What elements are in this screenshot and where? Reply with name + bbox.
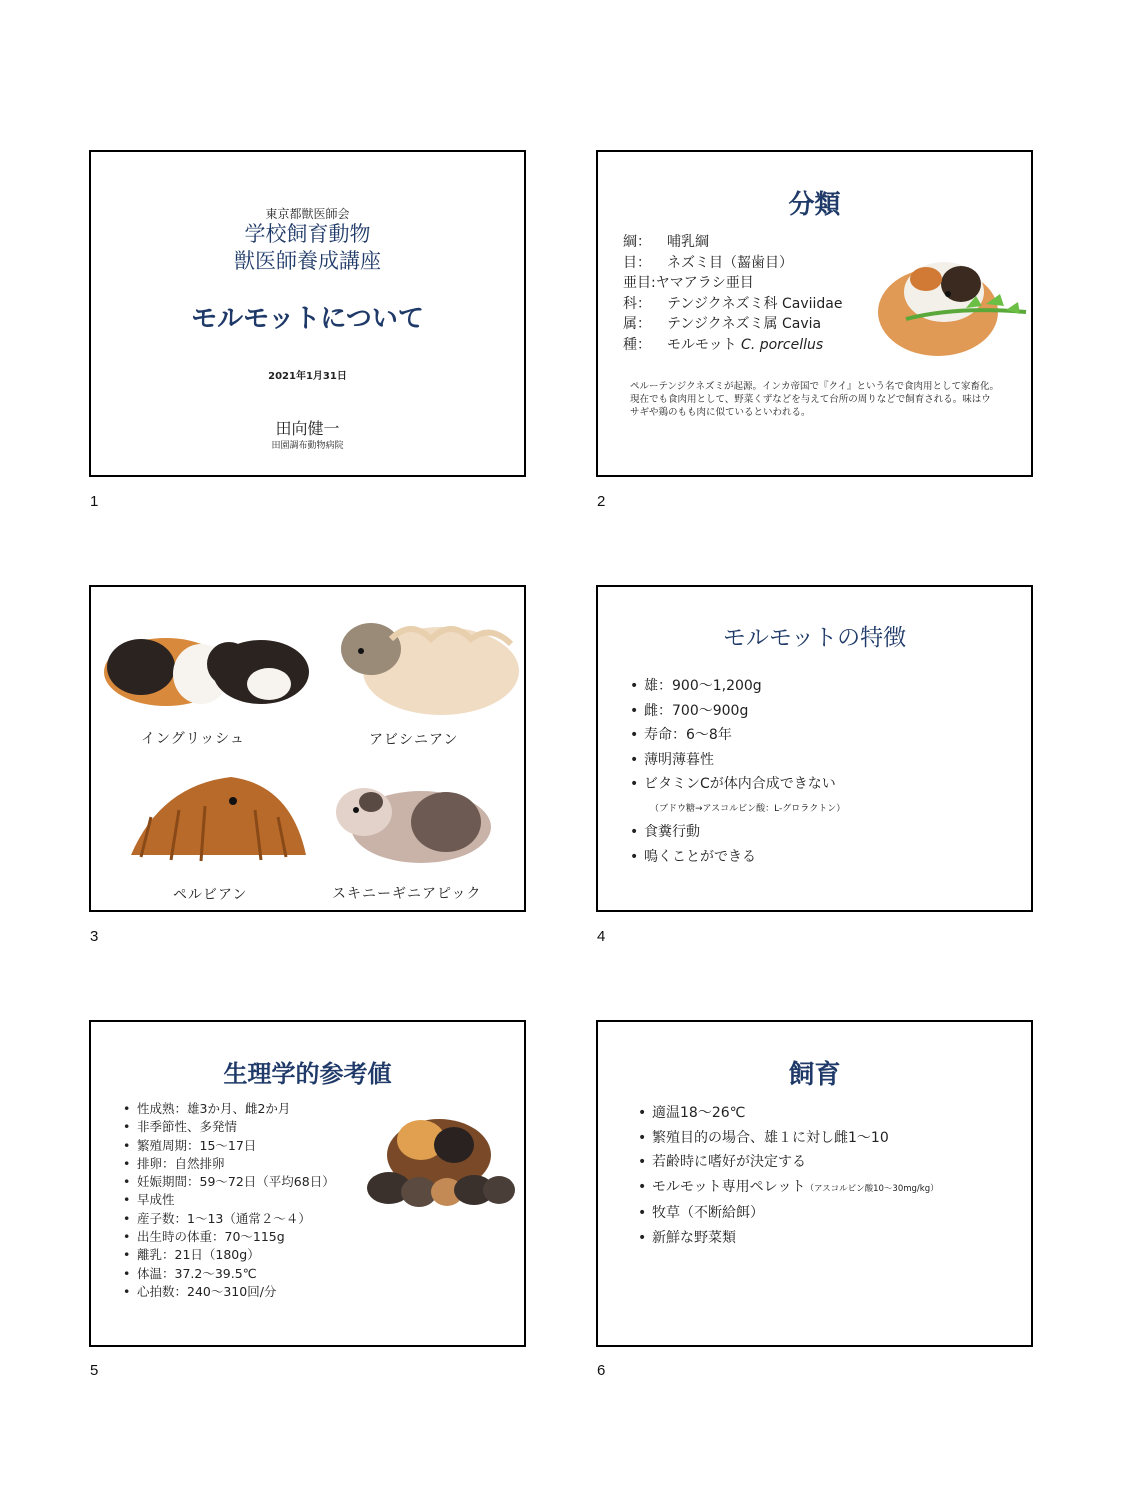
- org-name: 東京都獣医師会: [265, 207, 350, 221]
- skinny-guinea-pig-image: [326, 772, 496, 872]
- list-item: • モルモット専用ペレット（アスコルビン酸10〜30mg/kg）: [638, 1175, 939, 1202]
- list-item: • 寿命：6〜8年: [630, 723, 836, 748]
- hospital-name: 田園調布動物病院: [271, 441, 344, 451]
- presentation-title: モルモットについて: [191, 304, 424, 334]
- page-number: 6: [597, 1362, 606, 1379]
- origin-note: ペルーテンジクネズミが起源。インカ帝国で『クイ』という名で食肉用として家畜化。現在でも食肉用として、野菜くずなどを与えて台所の周りなどで飼育される。味はウサギや鶏のもも肉に似ているといわれる。: [630, 381, 1000, 418]
- husbandry-list: [638, 1101, 939, 1250]
- slide-1: [89, 150, 526, 477]
- list-item: • 適温18〜26℃: [638, 1101, 939, 1126]
- list-item: • 若齢時に嗜好が決定する: [638, 1150, 939, 1175]
- slide-3: [89, 585, 526, 912]
- taxonomy-row: 種： モルモット C. porcellus: [623, 336, 824, 353]
- taxonomy-row: 目： ネズミ目（齧歯目）: [623, 254, 793, 271]
- slide-title: 生理学的参考値: [223, 1060, 392, 1088]
- list-item: • 薄明薄暮性: [630, 748, 836, 773]
- slide-2: [596, 150, 1033, 477]
- page-number: 5: [90, 1362, 99, 1379]
- slide-title: モルモットの特徴: [722, 625, 907, 651]
- slide-title: 飼育: [788, 1060, 841, 1090]
- english-guinea-pig-image: [101, 612, 311, 712]
- list-item: • 雄：900〜1,200g: [630, 674, 836, 699]
- taxonomy-row: 科： テンジクネズミ科 Caviidae: [623, 295, 843, 312]
- page-number: 1: [90, 493, 99, 510]
- abyssinian-guinea-pig-image: [331, 609, 521, 721]
- peruvian-guinea-pig-image: [121, 765, 311, 875]
- page-number: 2: [597, 493, 606, 510]
- slide-6: [596, 1020, 1033, 1347]
- feature-list-2: [630, 820, 756, 869]
- slide-title: 分類: [788, 190, 841, 220]
- breed-label-abyssinian: アビシニアン: [369, 732, 459, 748]
- list-item: • 牧草（不断給餌）: [638, 1201, 939, 1226]
- list-item: • 出生時の体重：70〜115g: [123, 1228, 335, 1246]
- physiology-list: [123, 1100, 335, 1301]
- course-line-1: 学校飼育動物: [244, 222, 371, 246]
- list-item: • 性成熟：雄3か月、雌2か月: [123, 1100, 335, 1118]
- mother-with-pups-image: [359, 1110, 519, 1215]
- list-item: • 離乳：21日（180g）: [123, 1246, 335, 1264]
- list-item: • 雌：700〜900g: [630, 699, 836, 724]
- breed-label-skinny: スキニーギニアピック: [332, 886, 482, 902]
- list-item: • 繁殖周期：15〜17日: [123, 1137, 335, 1155]
- list-item: • 妊娠期間：59〜72日（平均68日）: [123, 1173, 335, 1191]
- page-number: 4: [597, 928, 606, 945]
- list-item: • 早成性: [123, 1191, 335, 1209]
- list-item: • ビタミンCが体内合成できない: [630, 772, 836, 797]
- list-item: • 食糞行動: [630, 820, 756, 845]
- guinea-pig-eating-image: [866, 244, 1031, 364]
- presenter-name: 田向健一: [275, 419, 340, 438]
- list-item: • 体温：37.2〜39.5℃: [123, 1265, 335, 1283]
- list-item: • 繁殖目的の場合、雄１に対し雌1〜10: [638, 1126, 939, 1151]
- taxonomy-row: 綱： 哺乳綱: [623, 234, 709, 250]
- feature-list: [630, 674, 836, 797]
- course-line-2: 獣医師養成講座: [234, 249, 381, 273]
- slide-5: [89, 1020, 526, 1347]
- taxonomy-row: 亜目:ヤマアラシ亜目: [623, 275, 754, 291]
- breed-label-peruvian: ペルビアン: [173, 887, 248, 903]
- taxonomy-row: 属： テンジクネズミ属 Cavia: [623, 316, 822, 332]
- page-number: 3: [90, 928, 99, 945]
- list-item: • 鳴くことができる: [630, 845, 756, 870]
- date: 2021年1月31日: [268, 371, 347, 382]
- list-item: • 産子数：1〜13（通常２〜４）: [123, 1210, 335, 1228]
- vitamin-c-note: （ブドウ糖→アスコルビン酸：L-グロラクトン）: [650, 804, 846, 814]
- slide-4: [596, 585, 1033, 912]
- pellet-note: （アスコルビン酸10〜30mg/kg）: [805, 1183, 939, 1194]
- taxonomy-list: [623, 232, 842, 355]
- list-item: • 新鮮な野菜類: [638, 1226, 939, 1251]
- breed-label-english: イングリッシュ: [141, 731, 245, 747]
- list-item: • 排卵：自然排卵: [123, 1155, 335, 1173]
- list-item: • 心拍数：240〜310回/分: [123, 1283, 335, 1301]
- list-item: • 非季節性、多発情: [123, 1118, 335, 1136]
